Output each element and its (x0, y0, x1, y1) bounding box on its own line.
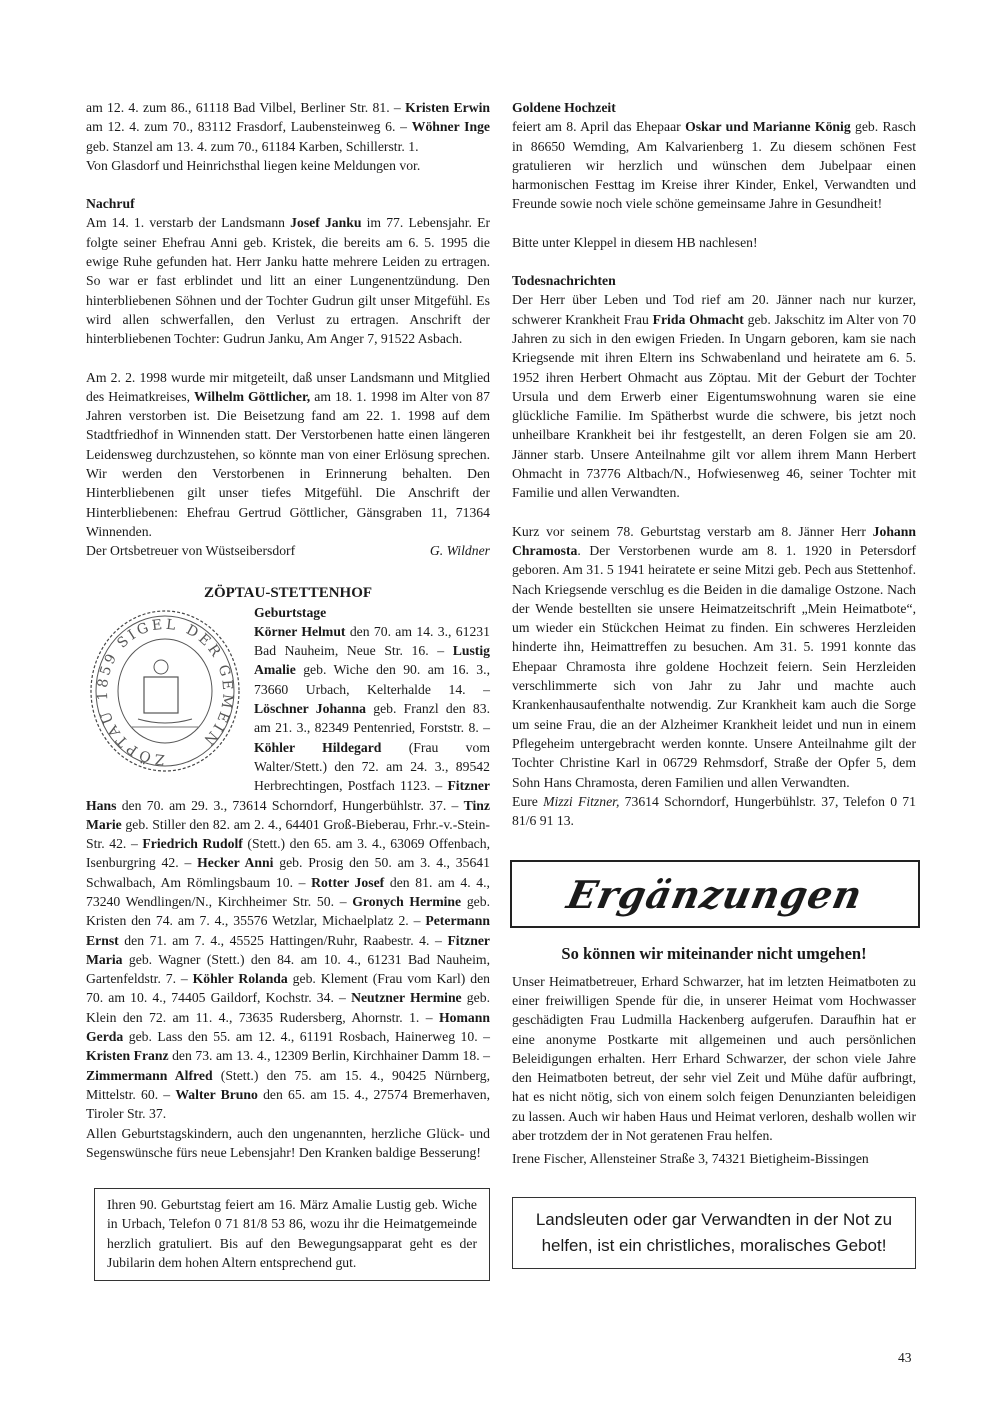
left-column (86, 98, 490, 1281)
bold-name: Löschner Johanna (254, 701, 366, 717)
signoff-text: Der Ortsbetreuer von Wüstseibersdorf (86, 543, 296, 559)
todes-chramosta: Kurz vor seinem 78. Geburtstag verstarb am 8. Jänner Herr Johann Chramosta. Der Verstorbenen wurde am 8. 1. 1920 in Petersdorf geboren. Am 31. 5 1941 heiratete er seine Mitzi geb. Pech aus Stettenhof. Nach Kriegsende verschlug es die Beiden in die damalige Ostzone. Nach der Wende bestellten sie unsere Heimatzeitschrift „Mein Heimatbote“, um wieder ein Stückchen Heimat zu finden. Ein schweres Herzleiden hinderte ihn, Heimattreffen zu besuchen. Am 31. 5. 1991 konnte das Ehepaar Chramosta ihre goldene Hochzeit feiern. Sein Herzleiden verschlimmerte sich von Jahr zu Jahr und machte auch Krankenhausaufenthalte notwendig. Zur Krankheit kam auch die Sorge um seine Frau, die an der Alzheimer Krankheit leidet und nun in einem Pflegeheim untergebracht werden konnte. Unsere Anteilnahme gilt der Tochter Christine Karl in 06729 Rehmsdorf, Straße der Opfer 5, dem Sohn Hans Chramosta, deren Familien und allen Verwandten. (512, 523, 916, 790)
eure-signoff: Eure Mizzi Fitzner, 73614 Schorndorf, Hungerbühlstr. 37, Telefon 0 71 81/6 91 13. (512, 793, 916, 829)
bold-name: Hecker Anni (197, 855, 274, 871)
nachruf-heading: Nachruf (86, 196, 135, 212)
moral-text: Landsleuten oder gar Verwandten in der Not zu helfen, ist ein christliches, moralisches Gebot! (535, 1209, 893, 1255)
birthday-90-box (94, 1188, 490, 1281)
bold-name: Lustig Amalie (254, 643, 490, 678)
bold-name: Neutzner Hermine (351, 990, 462, 1006)
moral-box (512, 1197, 916, 1269)
bold-name: Fitzner Maria (86, 932, 490, 967)
section-title: ZÖPTAU-STETTENHOF (203, 584, 373, 601)
todes-ohmacht: Der Herr über Leben und Tod rief am 20. Jänner nach nur kurzer, schwerer Krankheit Frau Frida Ohmacht geb. Jakschitz im Alter von 70 Jahren zu sich in den ewigen Frieden. In Ungarn geboren, kam sie nach Kriegsende mit ihren Eltern ins Schwabenland und heiratete am 6. 5. 1952 ihren Herbert Ohmacht aus Zöptau. Mit der Geburt der Tochter Ursula und dem Erwerb einer Eigentumswohnung waren sie eine glückliche Familie. Im Spätherbst wurde die schwere, bis jetzt noch unheilbare Krankheit bei ihr festgestellt, an deren Folgen sie am 20. Jänner starb. Unsere Anteilnahme gilt vor allem ihrem Mann Herbert Ohmacht in 73776 Altbach/N., Hofwiesenweg 46, seiner Tochter mit Familie und allen Verwandten. (512, 292, 916, 501)
bold-name: Körner Helmut (254, 623, 346, 639)
hochzeit-text: feiert am 8. April das Ehepaar Oskar und Marianne König geb. Rasch in 86650 Wemding, Am Kalvarienberg 1. Zu diesem schönen Fest gratulieren wir herzlich und wünschen dem Jubelpaar einen harmonischen Festtag im Kreise ihrer Kinder, Enkel, Verwandten und Freunde sowie noch viele schöne gemeinsame Jahre in Gesundheit! (512, 119, 916, 212)
municipal-seal (86, 607, 244, 775)
italic-name: Mizzi Fitzner, (543, 793, 620, 809)
bold-name: Zimmermann Alfred (86, 1067, 213, 1083)
bold-name: Kristen Franz (86, 1048, 169, 1064)
letter-body: Unser Heimatbetreuer, Erhard Schwarzer, hat im letzten Heimatboten zu einer freiwilligen Spende für die, in unserer Heimat vom Hochwasser geschädigten Frau Ludmilla Hackenberg aufgerufen. Daraufhin hat er eine anonyme Postkarte mit allgemeinen und auch persönlichen Beleidigungen erhalten. Herr Erhard Schwarzer, der schon viele Jahre den Heimatboten betreut, der sehr viel Zeit und Mühe dafür aufbringt, hat es nicht nötig, sich von einem solch feigen Denunzianten beleidigen zu lassen. Auch wir haben Haus und Heimat verloren, deshalb wollen wir aber trotzdem der in Not geratenen Frau helfen. (512, 973, 916, 1144)
bold-name: Wilhelm Göttlicher, (194, 388, 311, 404)
no-reports-note: Von Glasdorf und Heinrichsthal liegen keine Meldungen vor. (86, 157, 421, 173)
ergaenzungen-title: Ergänzungen (563, 871, 867, 917)
right-column (512, 98, 916, 1269)
bold-name: Josef Janku (290, 215, 362, 231)
birthday-90-text: Ihren 90. Geburtstag feiert am 16. März Amalie Lustig geb. Wiche in Urbach, Telefon 0 71 81/8 53 86, wozu ihr die Heimatgemeinde herzlich gratuliert. Bis auf den Bewegungsapparat geht es der Jubilarin dem hohen Altern entsprechend gut. (107, 1197, 477, 1271)
kleppel-note: Bitte unter Kleppel in diesem HB nachlesen! (512, 234, 758, 250)
seal-image (86, 607, 244, 775)
bold-name: Köhler Rolanda (192, 971, 288, 987)
svg-text:ZÖPTAU 1859 SIGEL DER GEMEIN: ZÖPTAU 1859 SIGEL DER GEMEIN (94, 616, 236, 767)
birthdays-list: Körner Helmut den 70. am 14. 3., 61231 Bad Nauheim, Neue Str. 16. – Lustig Amalie geb. Wiche den 90. am 16. 3., 73660 Urbach, Kelterhalde 14. – Löschner Johanna geb. Franzl den 83. am 21. 3., 82349 Pentenried, Forststr. 8. – Köhler Hildegard (Frau vom Walter/Stett.) den 72. am 24. 3., 89542 Herbrechtingen, Postfach 1123. – Fitzner Hans den 70. am 29. 3., 73614 Schorndorf, Hungerbühlstr. 37. – Tinz Marie geb. Stiller den 82. am 2. 4., 64401 Groß-Bieberau, Frhr.-v.-Stein-Str. 42. – Friedrich Rudolf (Stett.) den 65. am 3. 4., 63069 Offenbach, Isenburgring 42. – Hecker Anni geb. Prosig den 50. am 3. 4., 35641 Schwalbach, Am Römlingsbaum 10. – Rotter Josef den 81. am 4. 4., 73240 Wendlingen/N., Kirchheimer Str. 50. – Gronych Hermine geb. Kristen den 74. am 7. 4., 35576 Wetzlar, Michaelplatz 2. – Petermann Ernst den 71. am 7. 4., 45525 Hattingen/Ruhr, Raabestr. 4. – Fitzner Maria geb. Wagner (Stett.) den 84. am 10. 4., 61231 Bad Nauheim, Gartenfeldstr. 7. – Köhler Rolanda geb. Klement (Frau vom Karl) den 70. am 10. 4., 74405 Gaildorf, Kochstr. 34. – Neutzner Hermine geb. Klein den 72. am 11. 4., 73635 Rudersberg, Ahornstr. 1. – Homann Gerda geb. Lass den 55. am 12. 4., 61191 Rosbach, Hainerweg 10. – Kristen Franz den 73. am 13. 4., 12309 Berlin, Kirchhainer Damm 18. – Zimmermann Alfred (Stett.) den 75. am 15. 4., 90425 Nürnberg, Mittelstr. 60. – Walter Bruno den 65. am 15. 4., 27574 Bremerhaven, Tiroler Str. 37. (86, 623, 491, 1122)
letter-subhead: So können wir miteinander nicht umgehen! (561, 944, 867, 964)
bold-name: Fitzner Hans (86, 778, 490, 813)
bold-name: Gronych Hermine (352, 893, 462, 909)
birthday-continuation: am 12. 4. zum 86., 61118 Bad Vilbel, Berliner Str. 81. – Kristen Erwin am 12. 4. zum 70., 83112 Frasdorf, Laubensteinweg 6. – Wöhner Inge geb. Stanzel am 13. 4. zum 70., 61184 Karben, Schillerstr. 1. (86, 100, 490, 154)
bold-name: Tinz Marie (86, 797, 490, 832)
letter-signer: Irene Fischer, Allensteiner Straße 3, 74321 Bietigheim-Bissingen (512, 1151, 869, 1167)
bold-name: Kristen Erwin (405, 100, 490, 115)
page-number: 43 (898, 1350, 912, 1365)
signoff (86, 541, 490, 560)
nachruf-goettlicher: Am 2. 2. 1998 wurde mir mitgeteilt, daß unser Landsmann und Mitglied des Heimatkreises, Wilhelm Göttlicher, am 18. 1. 1998 im Alter von 87 Jahren verstorben ist. Die Beisetzung fand am 22. 1. 1998 auf dem Stadtfriedhof in Winnenden statt. Der Verstorbenen hatte einen längeren Leidensweg durchzustehen, so könnte man von einer Erlösung sprechen. Wir werden den Verstorbenen in Erinnerung behalten. Den Hinterbliebenen gilt unser tiefes Mitgefühl. Die Anschrift der Hinterbliebenen: Ehefrau Gertrud Göttlicher, Gänsgraben 11, 71364 Winnenden. (86, 369, 490, 539)
hochzeit-heading: Goldene Hochzeit (512, 100, 616, 115)
bold-name: Johann Chramosta (512, 523, 916, 558)
bold-name: Rotter Josef (311, 874, 385, 890)
bold-name: Frida Ohmacht (652, 311, 744, 327)
bold-name: Wöhner Inge (411, 119, 490, 135)
bold-name: Oskar und Marianne König (685, 119, 851, 135)
signoff-name: G. Wildner (429, 543, 490, 559)
bold-name: Köhler Hildegard (254, 739, 382, 755)
ergaenzungen-banner (510, 860, 920, 928)
todes-heading: Todesnachrichten (512, 273, 616, 289)
bold-name: Walter Bruno (175, 1086, 258, 1102)
birthday-wishes: Allen Geburtstagskindern, auch den ungenannten, herzliche Glück- und Segenswünsche fürs neue Lebensjahr! Den Kranken baldige Besserung! (86, 1125, 490, 1160)
nachruf-janku: Am 14. 1. verstarb der Landsmann Josef Janku im 77. Lebensjahr. Er folgte seiner Ehefrau Anni geb. Kristek, die bereits am 6. 5. 1995 die ewige Ruhe gefunden hat. Herr Janku hatte mehrere Leiden zu ertragen. So war er fast erblindet und litt an einer Lungenentzündung. Den hinterbliebenen Söhnen und der Tochter Gudrun gilt unser Mitgefühl. Es wird allen schwerfallen, den Verlust zu ertragen. Anschrift der hinterbliebenen Tochter: Gudrun Janku, Am Anger 7, 91522 Asbach. (86, 215, 490, 347)
bold-name: Homann Gerda (86, 1009, 490, 1045)
bold-name: Friedrich Rudolf (142, 836, 243, 852)
birthdays-heading: Geburtstage (254, 604, 327, 620)
bold-name: Petermann Ernst (86, 913, 490, 948)
